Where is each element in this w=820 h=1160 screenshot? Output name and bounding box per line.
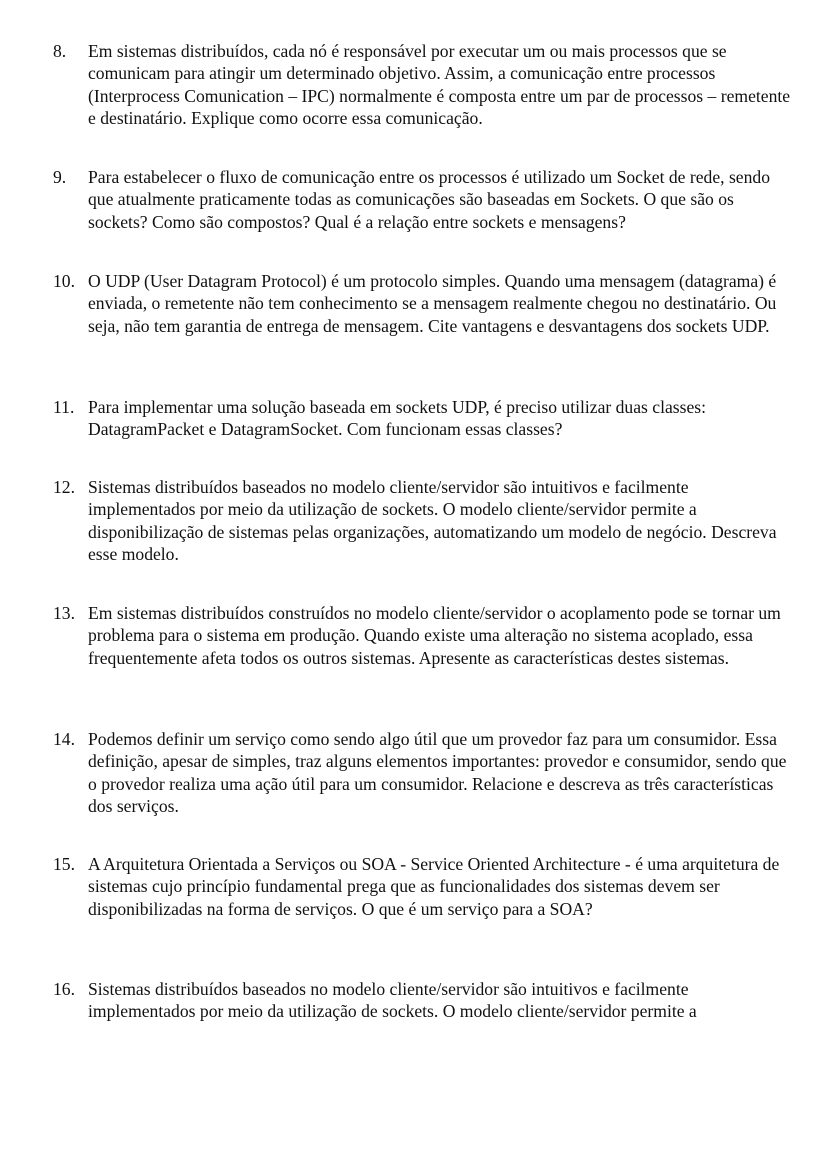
question-11: [0, 396, 820, 476]
question-12: [0, 476, 820, 602]
question-16: [0, 978, 820, 1038]
question-text: Em sistemas distribuídos, cada nó é responsável por executar um ou mais processos que se comunicam para atingir um determinado objetivo. Assim, a comunicação entre processos (Interprocess Comunication – IPC) normalmente é composta entre um par de processos – remetente e destinatário. Explique como ocorre essa comunicação.: [88, 41, 791, 129]
question-number: 8.: [53, 41, 67, 61]
question-number: 9.: [53, 167, 67, 187]
question-text: Podemos definir um serviço como sendo algo útil que um provedor faz para um consumidor. Essa definição, apesar de simples, traz alguns elementos importantes: provedor e consumidor, sendo que o provedor realiza uma ação útil para um consumidor. Relacione e descreva as três características dos serviços.: [88, 729, 787, 817]
question-13: [0, 602, 820, 728]
question-number: 13.: [53, 603, 75, 623]
question-text: Para implementar uma solução baseada em sockets UDP, é preciso utilizar duas classes: DatagramPacket e DatagramSocket. Com funcionam essas classes?: [88, 397, 707, 440]
question-text: Para estabelecer o fluxo de comunicação entre os processos é utilizado um Socket de rede, sendo que atualmente praticamente todas as comunicações são baseadas em Sockets. O que são os sockets? Como são compostos? Qual é a relação entre sockets e mensagens?: [88, 167, 770, 232]
question-10: [0, 270, 820, 396]
question-text: O UDP (User Datagram Protocol) é um protocolo simples. Quando uma mensagem (datagrama) é enviada, o remetente não tem conhecimento se a mensagem realmente chegou no destinatário. Ou seja, não tem garantia de entrega de mensagem. Cite vantagens e desvantagens dos sockets UDP.: [88, 271, 777, 336]
question-9: [0, 166, 820, 270]
question-text: A Arquitetura Orientada a Serviços ou SOA - Service Oriented Architecture - é uma arquitetura de sistemas cujo princípio fundamental prega que as funcionalidades dos sistemas devem ser disponibilizadas na forma de serviços. O que é um serviço para a SOA?: [88, 854, 780, 919]
question-number: 12.: [53, 477, 75, 497]
question-list: [0, 40, 820, 1038]
question-14: [0, 728, 820, 853]
question-number: 15.: [53, 854, 75, 874]
question-15: [0, 853, 820, 978]
question-8: [0, 40, 820, 166]
question-number: 16.: [53, 979, 75, 999]
question-text: Em sistemas distribuídos construídos no modelo cliente/servidor o acoplamento pode se tornar um problema para o sistema em produção. Quando existe uma alteração no sistema acoplado, essa frequentemente afeta todos os outros sistemas. Apresente as características destes sistemas.: [88, 603, 781, 668]
question-text: Sistemas distribuídos baseados no modelo cliente/servidor são intuitivos e facilmente implementados por meio da utilização de sockets. O modelo cliente/servidor permite a: [88, 979, 697, 1022]
question-text: Sistemas distribuídos baseados no modelo cliente/servidor são intuitivos e facilmente implementados por meio da utilização de sockets. O modelo cliente/servidor permite a disponibilização de sistemas pelas organizações, automatizando um modelo de negócio. Descreva esse modelo.: [88, 477, 777, 565]
question-number: 10.: [53, 271, 75, 291]
question-number: 11.: [53, 397, 75, 417]
question-number: 14.: [53, 729, 75, 749]
